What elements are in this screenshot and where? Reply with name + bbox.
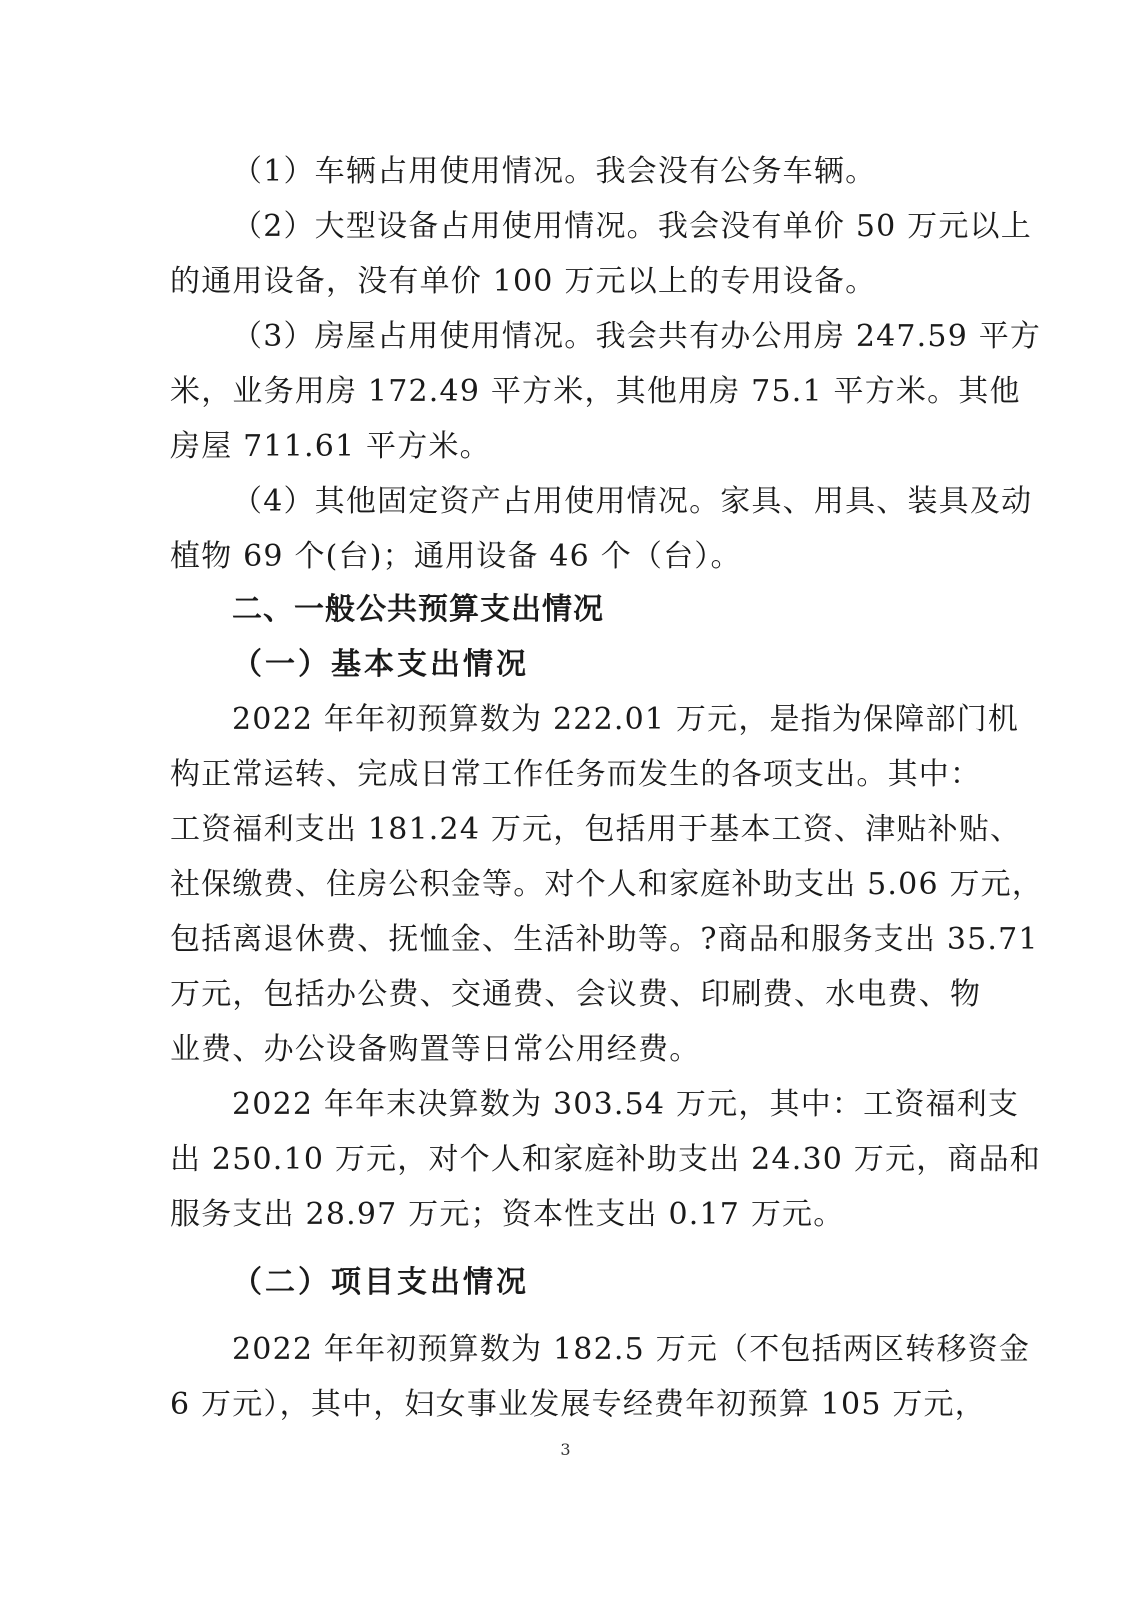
text-line: 2022 年年末决算数为 303.54 万元，其中：工资福利支	[232, 1087, 1020, 1122]
text-line: 包括离退休费、抚恤金、生活补助等。?商品和服务支出 35.71	[170, 922, 1039, 957]
text-line: 的通用设备，没有单价 100 万元以上的专用设备。	[170, 264, 877, 299]
text-line: 社保缴费、住房公积金等。对个人和家庭补助支出 5.06 万元，	[170, 867, 1044, 902]
text-line: 米，业务用房 172.49 平方米，其他用房 75.1 平方米。其他	[170, 374, 1021, 409]
text-line: （4）其他固定资产占用使用情况。家具、用具、装具及动	[232, 484, 1033, 519]
text-line: 房屋 711.61 平方米。	[170, 429, 491, 464]
text-line: （1）车辆占用使用情况。我会没有公务车辆。	[232, 154, 877, 189]
text-line: 植物 69 个(台)；通用设备 46 个（台）。	[170, 539, 742, 574]
text-line: 工资福利支出 181.24 万元，包括用于基本工资、津贴补贴、	[170, 812, 1022, 847]
text-line: 2022 年年初预算数为 182.5 万元（不包括两区转移资金	[232, 1332, 1031, 1367]
text-line: 业费、办公设备购置等日常公用经费。	[170, 1032, 701, 1067]
text-line: 服务支出 28.97 万元；资本性支出 0.17 万元。	[170, 1197, 845, 1232]
page-number: 3	[560, 1440, 571, 1459]
text-line: 万元，包括办公费、交通费、会议费、印刷费、水电费、物	[170, 977, 982, 1012]
section-heading: 二、一般公共预算支出情况	[232, 592, 604, 627]
text-line: 6 万元），其中，妇女事业发展专经费年初预算 105 万元，	[170, 1387, 986, 1422]
text-line: （2）大型设备占用使用情况。我会没有单价 50 万元以上	[232, 209, 1032, 244]
subsection-heading: （一）基本支出情况	[232, 647, 529, 682]
text-line: （3）房屋占用使用情况。我会共有办公用房 247.59 平方	[232, 319, 1042, 354]
subsection-heading: （二）项目支出情况	[232, 1265, 529, 1300]
text-line: 出 250.10 万元，对个人和家庭补助支出 24.30 万元，商品和	[170, 1142, 1041, 1177]
text-line: 2022 年年初预算数为 222.01 万元，是指为保障部门机	[232, 702, 1020, 737]
text-line: 构正常运转、完成日常工作任务而发生的各项支出。其中：	[170, 757, 982, 792]
